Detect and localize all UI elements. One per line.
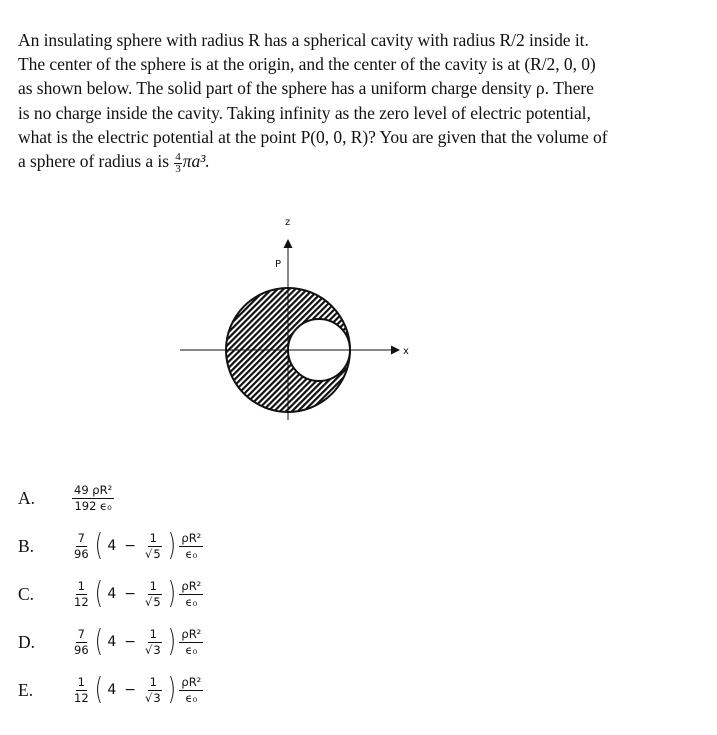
tail-fraction — [179, 676, 203, 705]
coefficient-fraction — [72, 580, 91, 609]
radicand: 3 — [153, 690, 161, 705]
option-letter: D. — [18, 632, 36, 652]
coefficient-numerator: 1 — [77, 674, 85, 689]
question-line-4: is no charge inside the cavity. Taking infinity as the zero level of electric potential, — [18, 102, 591, 123]
right-paren: ) — [167, 576, 176, 611]
constant-four: 4 — [107, 634, 117, 650]
right-paren: ) — [167, 528, 176, 563]
constant-four: 4 — [107, 682, 117, 698]
option-letter: B. — [18, 536, 35, 556]
option-expression — [70, 622, 205, 662]
left-paren: ( — [94, 576, 103, 611]
volume-fraction — [174, 152, 181, 175]
inner-numerator: 1 — [149, 578, 157, 593]
sqrt-symbol: √ — [145, 594, 153, 609]
tail-numerator: ρR² — [181, 674, 202, 689]
coefficient-numerator: 7 — [77, 626, 85, 641]
sphere-figure — [170, 205, 420, 445]
tail-numerator: ρR² — [181, 578, 202, 593]
tail-fraction — [179, 580, 203, 609]
coefficient-denominator: 96 — [74, 546, 89, 561]
tail-denominator: ϵ₀ — [185, 594, 198, 609]
inner-fraction — [143, 676, 164, 705]
constant-four: 4 — [107, 538, 117, 554]
minus-sign: − — [124, 538, 137, 554]
question-line-2: The center of the sphere is at the origin, and the center of the cavity is at (R/2, 0, 0) — [18, 54, 596, 75]
question-line-1: An insulating sphere with radius R has a spherical cavity with radius R/2 inside it. — [18, 30, 589, 50]
inner-numerator: 1 — [149, 674, 157, 689]
z-label: z — [285, 217, 291, 228]
tail-numerator: ρR² — [181, 626, 202, 641]
question-line-6 — [18, 149, 678, 174]
question-line-3: as shown below. The solid part of the sphere has a uniform charge density ρ. There — [18, 78, 594, 99]
sqrt-symbol: √ — [145, 546, 153, 561]
coefficient-numerator: 7 — [77, 530, 85, 545]
sqrt-denominator — [143, 643, 164, 657]
minus-sign: − — [124, 586, 137, 602]
tail-denominator: ϵ₀ — [185, 642, 198, 657]
tail-denominator: ϵ₀ — [185, 690, 198, 705]
inner-numerator: 1 — [149, 530, 157, 545]
point-p-label: P — [275, 259, 282, 270]
minus-sign: − — [124, 634, 137, 650]
sqrt-denominator — [143, 547, 164, 561]
left-paren: ( — [94, 528, 103, 563]
coefficient-fraction — [72, 676, 91, 705]
volume-frac-den: 3 — [175, 162, 181, 175]
option-expression — [70, 574, 205, 614]
option-letter: A. — [18, 488, 36, 508]
inner-fraction — [143, 532, 164, 561]
z-axis-arrow — [284, 239, 293, 248]
tail-denominator: ϵ₀ — [185, 546, 198, 561]
tail-fraction — [179, 532, 203, 561]
volume-frac-num: 4 — [175, 150, 181, 163]
volume-prefix: a sphere of radius a is — [18, 151, 174, 172]
coefficient-fraction — [72, 532, 91, 561]
sqrt-denominator — [143, 595, 164, 609]
coefficient-denominator: 12 — [74, 594, 89, 609]
fraction-denominator: 192 ϵ₀ — [74, 498, 112, 513]
coefficient-denominator: 12 — [74, 690, 89, 705]
radicand: 5 — [153, 594, 161, 609]
question-line-5: what is the electric potential at the point P(0, 0, R)? You are given that the volume of — [18, 126, 608, 147]
sphere-diagram — [170, 205, 420, 445]
inner-numerator: 1 — [149, 626, 157, 641]
sqrt-denominator — [143, 691, 164, 705]
tail-numerator: ρR² — [181, 530, 202, 545]
coefficient-fraction — [72, 628, 91, 657]
coefficient-numerator: 1 — [77, 578, 85, 593]
x-label: x — [403, 346, 409, 357]
option-letter: C. — [18, 584, 35, 604]
answer-fraction — [72, 484, 114, 513]
right-paren: ) — [167, 624, 176, 659]
left-paren: ( — [94, 624, 103, 659]
radicand: 3 — [153, 642, 161, 657]
sqrt-symbol: √ — [145, 690, 153, 705]
constant-four: 4 — [107, 586, 117, 602]
minus-sign: − — [124, 682, 137, 698]
right-paren: ) — [167, 672, 176, 707]
tail-fraction — [179, 628, 203, 657]
option-expression — [70, 526, 205, 566]
radicand: 5 — [153, 546, 161, 561]
option-letter: E. — [18, 680, 34, 700]
volume-suffix: πa³. — [182, 151, 210, 172]
question-text — [18, 28, 678, 175]
inner-fraction — [143, 580, 164, 609]
option-expression — [70, 478, 116, 518]
left-paren: ( — [94, 672, 103, 707]
fraction-numerator: 49 ρR² — [74, 482, 113, 497]
sqrt-symbol: √ — [145, 642, 153, 657]
x-axis-arrow — [391, 346, 400, 355]
inner-fraction — [143, 628, 164, 657]
option-expression — [70, 670, 205, 710]
coefficient-denominator: 96 — [74, 642, 89, 657]
